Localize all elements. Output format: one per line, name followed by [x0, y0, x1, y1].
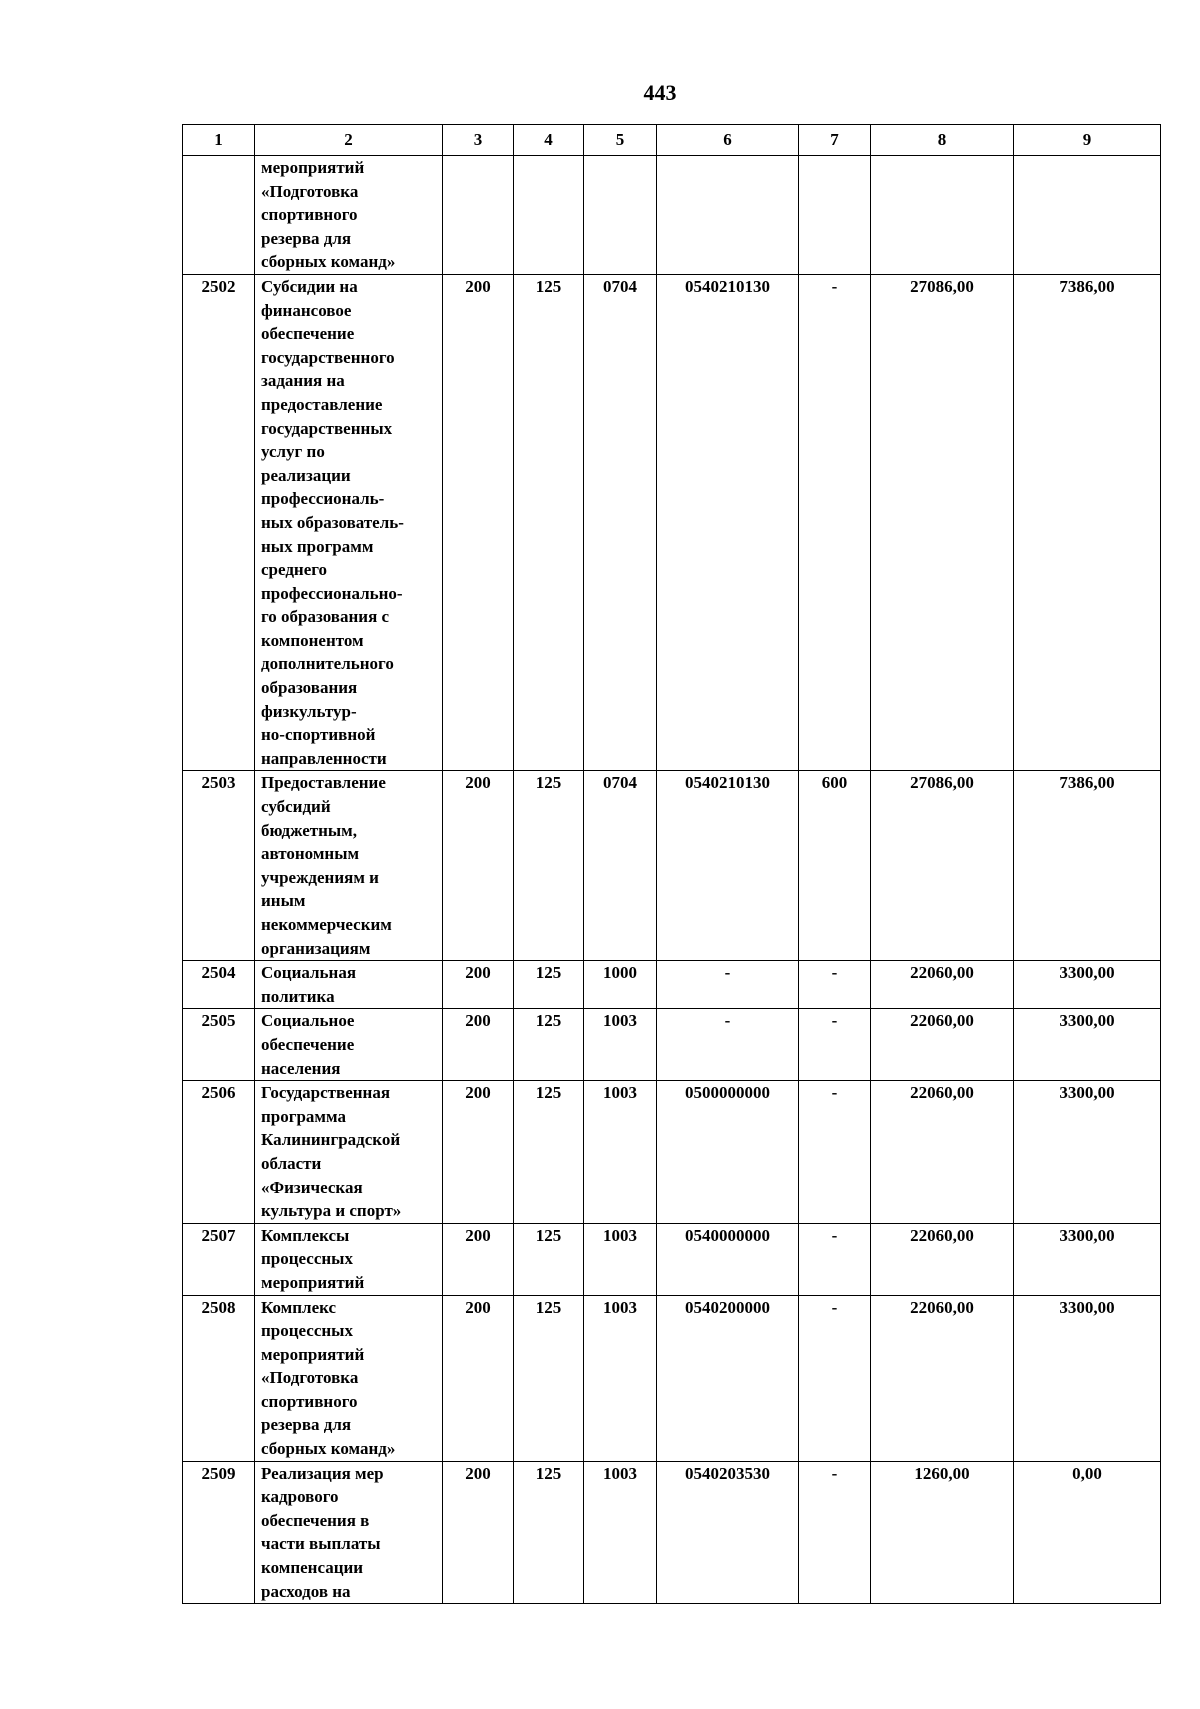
row-name-line: резерва для: [261, 1415, 352, 1435]
cell-c4: [514, 156, 584, 275]
cell-c4: 125: [514, 961, 584, 1009]
row-name-line: резерва для: [261, 228, 352, 248]
cell-c4: 125: [514, 1223, 584, 1295]
cell-c3: 200: [443, 1009, 514, 1081]
cell-c7: -: [799, 1461, 871, 1604]
cell-c5: [584, 156, 657, 275]
table-row: [183, 1295, 1161, 1461]
cell-c8: 22060,00: [871, 961, 1014, 1009]
row-name-line: Предоставление: [261, 773, 386, 793]
cell-c7: [799, 156, 871, 275]
cell-c8: 27086,00: [871, 274, 1014, 770]
row-name-line: программа: [261, 1106, 346, 1126]
cell-c4: 125: [514, 1461, 584, 1604]
cell-c5: 1000: [584, 961, 657, 1009]
row-name-line: финансовое: [261, 300, 352, 320]
row-code: 2502: [183, 274, 255, 770]
cell-c7: -: [799, 1081, 871, 1224]
row-name-line: предоставление: [261, 394, 383, 414]
row-name-line: учреждениям и: [261, 867, 379, 887]
row-name: [255, 1009, 443, 1081]
cell-c3: 200: [443, 1223, 514, 1295]
row-name: [255, 1461, 443, 1604]
header-row: [183, 125, 1161, 156]
row-name-line: некоммерческим: [261, 915, 392, 934]
row-name-line: культура и спорт»: [261, 1201, 402, 1221]
row-name-line: «Подготовка: [261, 181, 359, 201]
row-name-line: Калининградской: [261, 1130, 401, 1150]
row-name: [255, 1081, 443, 1224]
cell-c3: 200: [443, 961, 514, 1009]
row-name-line: политика: [261, 986, 335, 1006]
cell-c6: -: [657, 1009, 799, 1081]
cell-c3: 200: [443, 1295, 514, 1461]
cell-c9: 3300,00: [1014, 1223, 1161, 1295]
row-name-line: сборных команд»: [261, 252, 396, 272]
header-cell: 9: [1014, 125, 1161, 156]
row-code: 2508: [183, 1295, 255, 1461]
row-name-line: услуг по: [261, 442, 325, 462]
row-name-line: среднего: [261, 560, 328, 580]
table-row: [183, 274, 1161, 770]
cell-c9: 3300,00: [1014, 1295, 1161, 1461]
row-name-line: образования: [261, 678, 358, 698]
table-row: [183, 1009, 1161, 1081]
row-name-line: компонентом: [261, 630, 364, 650]
row-code: 2505: [183, 1009, 255, 1081]
cell-c5: 1003: [584, 1223, 657, 1295]
cell-c4: 125: [514, 274, 584, 770]
table-row: [183, 1461, 1161, 1604]
cell-c9: 7386,00: [1014, 274, 1161, 770]
row-name-line: кадрового: [261, 1487, 339, 1507]
table-row: [183, 961, 1161, 1009]
cell-c5: 0704: [584, 771, 657, 961]
header-cell: 2: [255, 125, 443, 156]
row-name-line: «Физическая: [261, 1177, 363, 1197]
table-row: [183, 156, 1161, 275]
row-name-line: государственных: [261, 418, 393, 438]
cell-c6: 0540210130: [657, 771, 799, 961]
row-name-line: направленности: [261, 748, 387, 768]
row-name-line: го образования с: [261, 607, 390, 627]
row-name-line: мероприятий: [261, 1344, 365, 1364]
cell-c4: 125: [514, 1009, 584, 1081]
cell-c6: 0540203530: [657, 1461, 799, 1604]
cell-c5: 1003: [584, 1295, 657, 1461]
row-name-line: расходов на: [261, 1581, 351, 1601]
row-name-line: Государственная: [261, 1083, 391, 1103]
row-name-line: «Подготовка: [261, 1368, 359, 1388]
row-name-line: иным: [261, 891, 306, 911]
cell-c4: 125: [514, 1295, 584, 1461]
cell-c6: [657, 156, 799, 275]
cell-c3: 200: [443, 274, 514, 770]
row-code: 2503: [183, 771, 255, 961]
row-name-line: мероприятий: [261, 158, 365, 177]
row-name-line: части выплаты: [261, 1534, 381, 1554]
row-name: [255, 156, 443, 275]
cell-c9: 7386,00: [1014, 771, 1161, 961]
row-name-line: спортивного: [261, 205, 358, 225]
cell-c5: 1003: [584, 1081, 657, 1224]
row-name-line: государственного: [261, 347, 395, 367]
row-name-line: задания на: [261, 371, 345, 391]
cell-c5: 0704: [584, 274, 657, 770]
cell-c3: 200: [443, 771, 514, 961]
row-name-line: процессных: [261, 1321, 353, 1341]
cell-c7: 600: [799, 771, 871, 961]
row-name-line: ных образователь-: [261, 512, 404, 532]
row-name: [255, 771, 443, 961]
row-name-line: сборных команд»: [261, 1439, 396, 1459]
cell-c6: 0500000000: [657, 1081, 799, 1224]
row-name-line: обеспечения в: [261, 1510, 370, 1530]
cell-c9: 0,00: [1014, 1461, 1161, 1604]
row-name-line: населения: [261, 1058, 341, 1078]
row-name-line: процессных: [261, 1249, 353, 1269]
budget-table: [182, 124, 1161, 1604]
cell-c6: -: [657, 961, 799, 1009]
cell-c8: 22060,00: [871, 1295, 1014, 1461]
cell-c3: [443, 156, 514, 275]
row-name-line: субсидий: [261, 797, 331, 817]
row-code: 2507: [183, 1223, 255, 1295]
header-cell: 7: [799, 125, 871, 156]
table-body: [183, 156, 1161, 1604]
row-name-line: компенсации: [261, 1558, 364, 1578]
cell-c6: 0540200000: [657, 1295, 799, 1461]
cell-c7: -: [799, 1223, 871, 1295]
row-name-line: области: [261, 1153, 322, 1173]
cell-c4: 125: [514, 1081, 584, 1224]
row-name: [255, 274, 443, 770]
row-name: [255, 1223, 443, 1295]
cell-c9: 3300,00: [1014, 1081, 1161, 1224]
cell-c7: -: [799, 1009, 871, 1081]
table-row: [183, 1081, 1161, 1224]
cell-c7: -: [799, 961, 871, 1009]
cell-c8: 22060,00: [871, 1009, 1014, 1081]
row-name-line: автономным: [261, 844, 360, 864]
cell-c7: -: [799, 274, 871, 770]
row-name-line: обеспечение: [261, 1034, 355, 1054]
cell-c9: 3300,00: [1014, 1009, 1161, 1081]
row-name-line: Комплексы: [261, 1225, 350, 1245]
row-name-line: реализации: [261, 465, 351, 485]
row-name-line: мероприятий: [261, 1272, 365, 1292]
row-code: 2504: [183, 961, 255, 1009]
header-cell: 4: [514, 125, 584, 156]
cell-c3: 200: [443, 1081, 514, 1224]
cell-c8: 27086,00: [871, 771, 1014, 961]
row-name-line: физкультур-: [261, 701, 357, 721]
row-name-line: обеспечение: [261, 324, 355, 344]
row-name: [255, 961, 443, 1009]
row-name-line: Субсидии на: [261, 276, 358, 296]
table-row: [183, 1223, 1161, 1295]
cell-c6: 0540210130: [657, 274, 799, 770]
header-cell: 6: [657, 125, 799, 156]
row-name-line: Реализация мер: [261, 1463, 384, 1483]
cell-c3: 200: [443, 1461, 514, 1604]
header-cell: 3: [443, 125, 514, 156]
cell-c5: 1003: [584, 1461, 657, 1604]
row-name-line: Социальная: [261, 963, 357, 983]
row-name: [255, 1295, 443, 1461]
row-code: 2509: [183, 1461, 255, 1604]
cell-c8: [871, 156, 1014, 275]
header-cell: 5: [584, 125, 657, 156]
cell-c9: [1014, 156, 1161, 275]
row-code: [183, 156, 255, 275]
header-cell: 8: [871, 125, 1014, 156]
row-name-line: профессионально-: [261, 583, 403, 603]
cell-c8: 22060,00: [871, 1081, 1014, 1224]
cell-c5: 1003: [584, 1009, 657, 1081]
cell-c6: 0540000000: [657, 1223, 799, 1295]
row-name-line: Комплекс: [261, 1297, 337, 1317]
row-name-line: профессиональ-: [261, 489, 385, 509]
table-row: [183, 771, 1161, 961]
row-name-line: организациям: [261, 938, 371, 958]
page-number: 443: [643, 80, 677, 105]
cell-c8: 22060,00: [871, 1223, 1014, 1295]
cell-c8: 1260,00: [871, 1461, 1014, 1604]
row-name-line: Социальное: [261, 1011, 355, 1031]
cell-c4: 125: [514, 771, 584, 961]
row-name-line: но-спортивной: [261, 725, 376, 745]
cell-c9: 3300,00: [1014, 961, 1161, 1009]
row-name-line: спортивного: [261, 1391, 358, 1411]
row-code: 2506: [183, 1081, 255, 1224]
header-cell: 1: [183, 125, 255, 156]
row-name-line: дополнительного: [261, 654, 394, 674]
row-name-line: ных программ: [261, 536, 374, 556]
row-name-line: бюджетным,: [261, 820, 358, 840]
cell-c7: -: [799, 1295, 871, 1461]
